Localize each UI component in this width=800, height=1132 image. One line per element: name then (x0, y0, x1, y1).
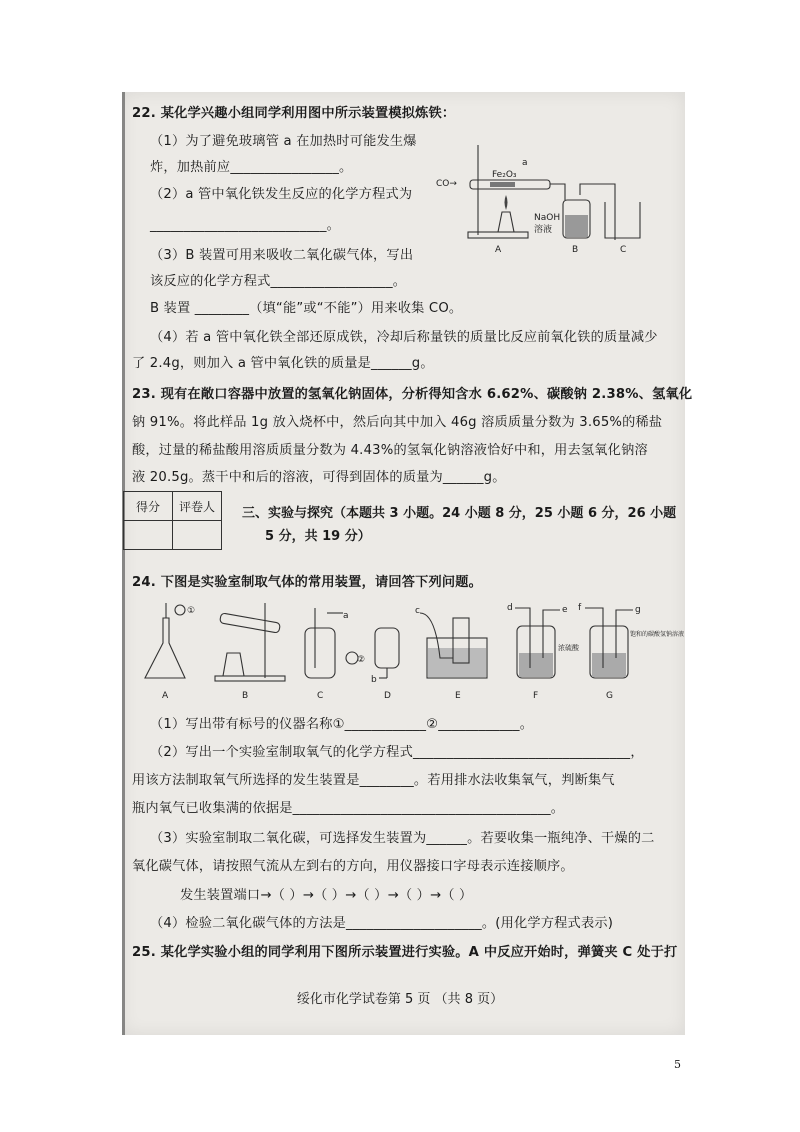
q24-part1: （1）写出带有标号的仪器名称①____________②____________。 (150, 717, 534, 732)
page-footer: 绥化市化学试卷第 5 页 （共 8 页） (296, 992, 504, 1007)
label-A: A (162, 691, 169, 701)
q22-part3-line3: B 装置 ________（填“能”或“不能”）用来收集 CO。 (150, 301, 463, 316)
fig-label-solution: 溶液 (534, 225, 553, 235)
label-f: f (578, 603, 582, 613)
grader-header: 评卷人 (173, 492, 222, 521)
q22-part1-line2: 炸，加热前应________________。 (150, 160, 353, 175)
q24-part2-line3: 瓶内氧气已收集满的依据是______________________________________。 (132, 801, 565, 816)
label-circle2: ② (357, 655, 366, 665)
q22-part1-line1: （1）为了避免玻璃管 a 在加热时可能发生爆 (150, 134, 417, 149)
q22-part4-line2: 了 2.4g，则加入 a 管中氧化铁的质量是______g。 (132, 356, 434, 371)
score-table (123, 491, 222, 550)
q24-part3-line1: （3）实验室制取二氧化碳，可选择发生装置为______。若要收集一瓶纯净、干燥的二 (150, 831, 655, 846)
fig-label-naoh: NaOH (534, 213, 561, 223)
q24-title: 24. 下图是实验室制取气体的常用装置，请回答下列问题。 (132, 575, 483, 590)
scan-edge-shadow (122, 92, 125, 1035)
fig-label-A: A (495, 245, 502, 255)
fig-label-a: a (522, 158, 528, 168)
label-G-liquid: 饱和的碳酸氢钠溶液 (630, 631, 685, 638)
section3-heading-cont: 5 分，共 19 分） (265, 529, 371, 544)
q24-apparatus-figure (135, 598, 685, 708)
label-C: C (317, 691, 324, 701)
fig-label-B: B (572, 245, 579, 255)
q22-part3-line1: （3）B 装置可用来吸收二氧化碳气体，写出 (150, 248, 414, 263)
q22-part2-line1: （2）a 管中氧化铁发生反应的化学方程式为 (150, 187, 413, 202)
q22-part4-line1: （4）若 a 管中氧化铁全部还原成铁，冷却后称量铁的质量比反应前氧化铁的质量减少 (150, 330, 658, 345)
grader-cell (173, 521, 222, 550)
q23-line3: 酸，过量的稀盐酸用溶质质量分数为 4.43%的氢氧化钠溶液恰好中和，用去氢氧化钠溶 (132, 443, 648, 458)
label-e: e (562, 605, 568, 615)
q24-part2-line2: 用该方法制取氧气所选择的发生装置是________。若用排水法收集氧气，判断集气 (132, 773, 615, 788)
fig-label-co: CO→ (436, 179, 457, 189)
q24-part3-line3: 发生装置端口→（ ）→（ ）→（ ）→（ ）→（ ） (180, 888, 473, 903)
label-F-liquid: 浓硫酸 (558, 644, 579, 652)
label-circle1: ① (187, 606, 196, 616)
label-B: B (242, 691, 249, 701)
label-E: E (455, 691, 461, 701)
label-d: d (507, 603, 513, 613)
q22-apparatus-figure (430, 140, 660, 265)
q24-part3-line2: 氧化碳气体，请按照气流从左到右的方向，用仪器接口字母表示连接顺序。 (132, 859, 574, 874)
label-G: G (606, 691, 613, 701)
score-cell (124, 521, 173, 550)
q22-title: 22. 某化学兴趣小组同学利用图中所示装置模拟炼铁： (132, 106, 456, 121)
q23-line2: 钠 91%。将此样品 1g 放入烧杯中，然后向其中加入 46g 溶质质量分数为 3.65%的稀盐 (132, 415, 663, 430)
label-c: c (415, 606, 420, 616)
label-F: F (533, 691, 539, 701)
label-a: a (343, 611, 349, 621)
label-b: b (371, 675, 377, 685)
score-header: 得分 (124, 492, 173, 521)
label-g: g (635, 605, 641, 615)
q22-part3-line2: 该反应的化学方程式__________________。 (150, 274, 407, 289)
q23-line4: 液 20.5g。蒸干中和后的溶液，可得到固体的质量为______g。 (132, 470, 506, 485)
label-D: D (384, 691, 391, 701)
fig-label-C: C (620, 245, 627, 255)
fig-label-fe2o3: Fe₂O₃ (492, 170, 517, 180)
q24-part2-line1: （2）写出一个实验室制取氧气的化学方程式________________________________， (150, 745, 644, 760)
q22-part2-line2: __________________________。 (150, 218, 341, 233)
section3-heading: 三、实验与探究（本题共 3 小题。24 小题 8 分，25 小题 6 分，26 小题 (242, 506, 677, 521)
q24-part4: （4）检验二氧化碳气体的方法是____________________。(用化学方程式表示) (150, 916, 614, 931)
q23-line1: 23. 现有在敞口容器中放置的氢氧化钠固体，分析得知含水 6.62%、碳酸钠 2.38%、氢氧化 (132, 387, 693, 402)
q25-line1: 25. 某化学实验小组的同学利用下图所示装置进行实验。A 中反应开始时，弹簧夹 C 处于打 (132, 945, 678, 960)
page-number: 5 (674, 1058, 681, 1071)
